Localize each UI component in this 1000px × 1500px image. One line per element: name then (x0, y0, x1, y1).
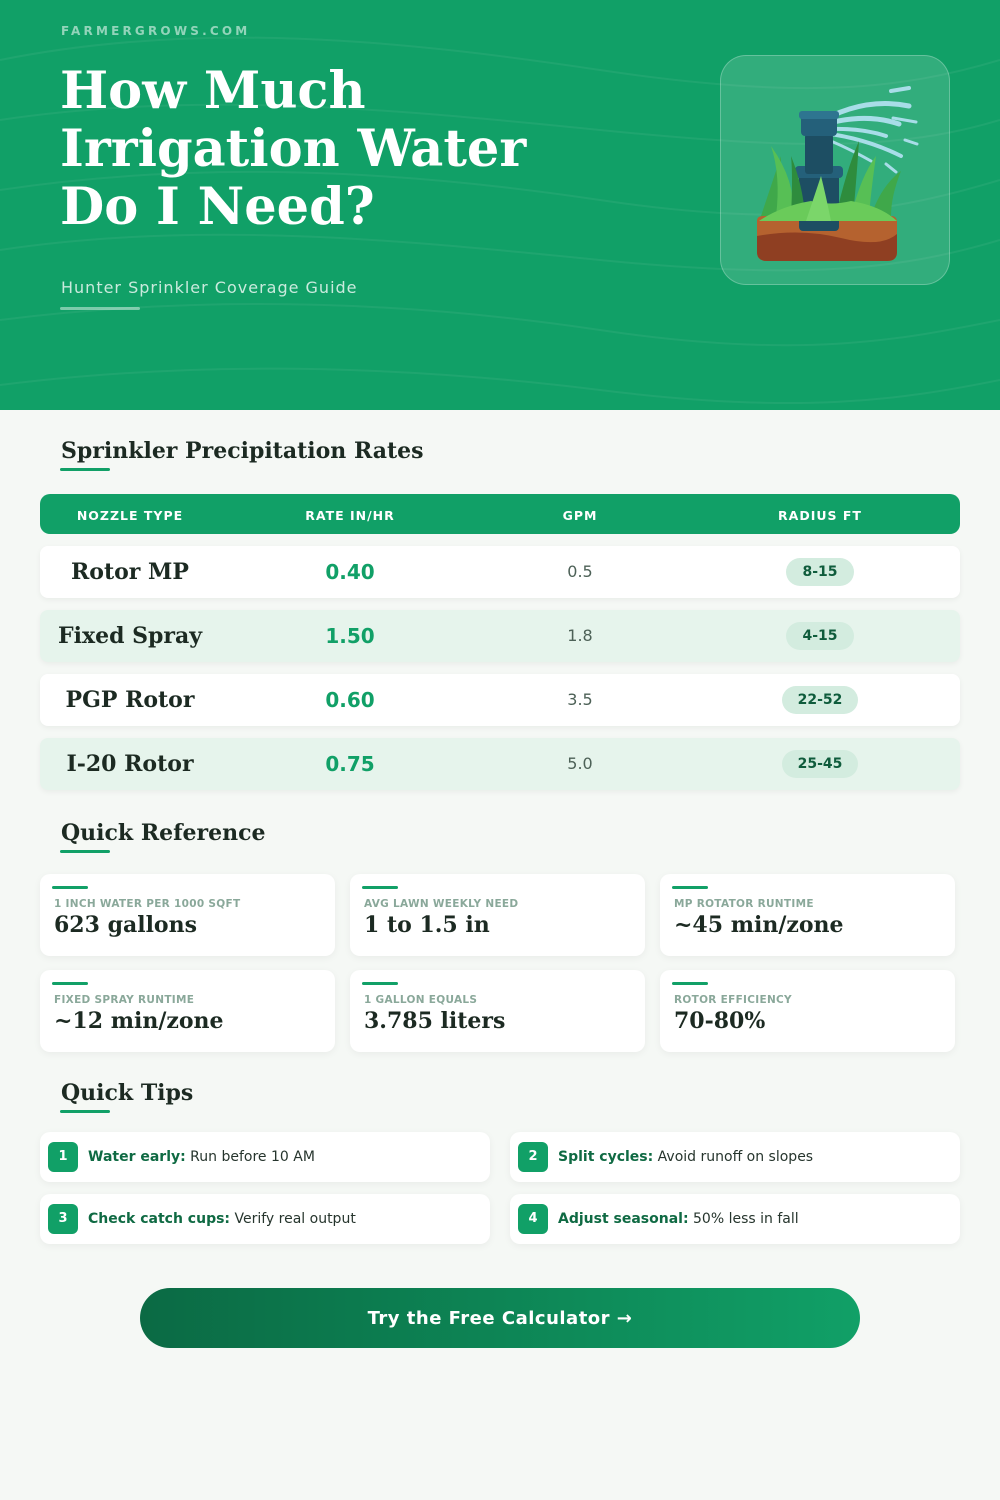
rate-value: 0.75 (325, 752, 375, 776)
reference-value: ~45 min/zone (674, 912, 844, 938)
table-row (40, 674, 960, 726)
section-underline (60, 850, 110, 853)
tip-number-badge: 3 (48, 1204, 78, 1234)
reference-card (660, 970, 955, 1052)
tip-heading: Adjust seasonal: (558, 1211, 689, 1227)
radius-cell (740, 610, 900, 662)
reference-value: 3.785 liters (364, 1008, 506, 1034)
card-accent-bar (362, 886, 398, 889)
rate-value: 0.60 (325, 688, 375, 712)
page-subtitle: Hunter Sprinkler Coverage Guide (61, 278, 358, 297)
tip-description: 50% less in fall (688, 1211, 799, 1227)
table-row (40, 738, 960, 790)
rate-value: 0.40 (325, 560, 375, 584)
section-title-tips: Quick Tips (61, 1080, 194, 1106)
tip-item (510, 1132, 960, 1182)
page-title: How Much Irrigation Water Do I Need? (60, 61, 527, 237)
tip-item (40, 1194, 490, 1244)
free-calculator-button[interactable]: Try the Free Calculator → (140, 1288, 860, 1348)
card-accent-bar (52, 886, 88, 889)
hero-header (0, 0, 1000, 410)
rate-value: 1.50 (325, 624, 375, 648)
gpm-value: 5.0 (567, 754, 593, 773)
gpm-value: 0.5 (567, 562, 593, 581)
reference-label: 1 INCH WATER PER 1000 SQFT (54, 898, 241, 910)
column-header-rate: RATE IN/HR (305, 508, 395, 523)
section-title-precipitation: Sprinkler Precipitation Rates (61, 438, 424, 464)
tip-number-badge: 2 (518, 1142, 548, 1172)
subtitle-underline (60, 307, 140, 310)
reference-value: 70-80% (674, 1008, 766, 1034)
card-accent-bar (672, 982, 708, 985)
reference-label: ROTOR EFFICIENCY (674, 994, 792, 1006)
reference-label: FIXED SPRAY RUNTIME (54, 994, 195, 1006)
section-underline (60, 1110, 110, 1113)
table-row (40, 546, 960, 598)
card-accent-bar (362, 982, 398, 985)
card-accent-bar (52, 982, 88, 985)
tip-description: Verify real output (230, 1211, 356, 1227)
sprinkler-illustration (720, 55, 950, 285)
nozzle-name: Fixed Spray (57, 623, 203, 649)
card-accent-bar (672, 886, 708, 889)
reference-value: ~12 min/zone (54, 1008, 224, 1034)
tip-item (510, 1194, 960, 1244)
nozzle-name: Rotor MP (71, 559, 189, 585)
reference-label: MP ROTATOR RUNTIME (674, 898, 814, 910)
section-title-reference: Quick Reference (61, 820, 266, 846)
table-header (40, 494, 960, 534)
reference-card (40, 874, 335, 956)
reference-label: 1 GALLON EQUALS (364, 994, 478, 1006)
sprinkler-icon (721, 56, 951, 286)
tip-heading: Water early: (88, 1149, 186, 1165)
tip-description: Avoid runoff on slopes (653, 1149, 814, 1165)
tip-number-badge: 4 (518, 1204, 548, 1234)
nozzle-name: PGP Rotor (65, 687, 195, 713)
tip-item (40, 1132, 490, 1182)
column-header-gpm: GPM (562, 508, 598, 523)
reference-card (660, 874, 955, 956)
reference-card (40, 970, 335, 1052)
tip-text (88, 1132, 315, 1182)
radius-badge: 4-15 (786, 622, 853, 650)
brand-name: FARMERGROWS.COM (61, 24, 251, 38)
radius-badge: 22-52 (782, 686, 859, 714)
reference-card (350, 970, 645, 1052)
gpm-value: 3.5 (567, 690, 593, 709)
column-header-radius: RADIUS FT (778, 508, 862, 523)
column-header-nozzle: NOZZLE TYPE (76, 508, 184, 523)
tip-text (558, 1194, 799, 1244)
reference-value: 1 to 1.5 in (364, 912, 490, 938)
tip-description: Run before 10 AM (185, 1149, 315, 1165)
section-underline (60, 468, 110, 471)
radius-cell (740, 738, 900, 790)
gpm-value: 1.8 (567, 626, 593, 645)
reference-value: 623 gallons (54, 912, 197, 938)
tip-text (88, 1194, 356, 1244)
nozzle-name: I-20 Rotor (66, 751, 194, 777)
reference-card (350, 874, 645, 956)
tip-text (558, 1132, 813, 1182)
reference-label: AVG LAWN WEEKLY NEED (364, 898, 519, 910)
radius-cell (740, 674, 900, 726)
table-row (40, 610, 960, 662)
radius-badge: 25-45 (782, 750, 859, 778)
tip-heading: Check catch cups: (88, 1211, 231, 1227)
tip-heading: Split cycles: (558, 1149, 654, 1165)
radius-badge: 8-15 (786, 558, 853, 586)
tip-number-badge: 1 (48, 1142, 78, 1172)
radius-cell (740, 546, 900, 598)
